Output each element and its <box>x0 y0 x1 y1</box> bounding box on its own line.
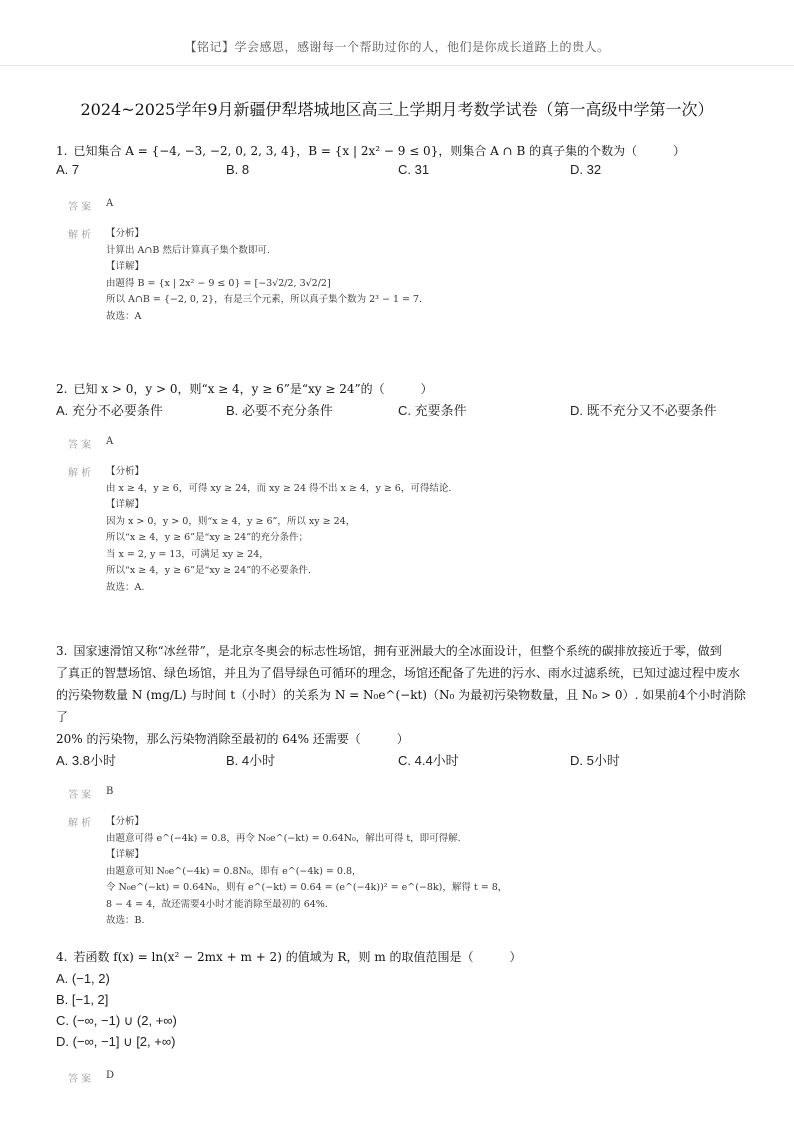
options-list <box>56 968 746 1052</box>
analysis-block <box>56 464 746 596</box>
option-c[interactable]: C. 31 <box>398 162 430 177</box>
option-b[interactable]: B. [−1, 2] <box>56 992 109 1007</box>
analysis-line: 故选：B. <box>106 915 145 926</box>
question-number: 3. <box>56 644 68 658</box>
option-c[interactable]: C. (−∞, −1) ∪ (2, +∞) <box>56 1013 177 1028</box>
analysis-line: 【分析】 <box>106 466 145 477</box>
answer-row <box>56 436 746 456</box>
answer-row <box>56 198 746 218</box>
question-3 <box>56 640 746 930</box>
answer-label: 答 案 <box>68 440 92 451</box>
analysis-label: 解 析 <box>68 468 92 479</box>
answer-value: A <box>106 198 114 209</box>
option-d[interactable]: D. 既不充分又不必要条件 <box>570 403 717 418</box>
analysis-line: 【分析】 <box>106 228 145 239</box>
question-text: 20% 的污染物，那么污染物消除至最初的 64% 还需要（ ） <box>56 732 409 746</box>
question-text: 已知 x > 0，y > 0，则“x ≥ 4，y ≥ 6”是“xy ≥ 24”的（ ） <box>73 382 433 396</box>
analysis-line: 故选：A. <box>106 581 145 593</box>
option-a[interactable]: A. 充分不必要条件 <box>56 403 163 418</box>
analysis-line: 【详解】 <box>106 849 145 860</box>
analysis-line: 由题意可得 e^(−4k) = 0.8，再令 N₀e^(−kt) = 0.64N₀，解出可得 t，即可得解. <box>106 832 461 844</box>
question-stem <box>56 640 746 750</box>
answer-label: 答 案 <box>68 202 92 213</box>
question-stem <box>56 140 746 162</box>
analysis-line: 【详解】 <box>106 499 145 510</box>
analysis-line: 【详解】 <box>106 261 145 272</box>
options-row <box>56 750 746 772</box>
answer-value: B <box>106 786 114 797</box>
analysis-line: 【分析】 <box>106 816 145 827</box>
analysis-line: 8 − 4 = 4，故还需要4小时才能消除至最初的 64%. <box>106 898 328 910</box>
options-row <box>56 400 746 422</box>
answer-row <box>56 786 746 806</box>
analysis-line: 所以 A∩B = {−2, 0, 2}，有是三个元素，所以真子集个数为 2³ − 1 = 7. <box>106 294 423 305</box>
answer-label: 答 案 <box>68 790 92 801</box>
option-d[interactable]: D. 32 <box>570 162 602 177</box>
analysis-block <box>56 226 746 325</box>
question-number: 1. <box>56 144 68 158</box>
option-a[interactable]: A. (−1, 2) <box>56 971 110 986</box>
analysis-line: 计算出 A∩B 然后计算真子集个数即可. <box>106 244 270 256</box>
option-d[interactable]: D. (−∞, −1] ∪ [2, +∞) <box>56 1034 176 1049</box>
question-1 <box>56 140 746 325</box>
option-c[interactable]: C. 4.4小时 <box>398 753 459 768</box>
question-text: 了真正的智慧场馆、绿色场馆，并且为了倡导绿色可循环的理念，场馆还配备了先进的污水、雨水过滤系统，已知过滤过程中废水 <box>56 666 741 680</box>
question-text: 的污染物数量 N (mg/L) 与时间 t（小时）的关系为 N = N₀e^(−kt)（N₀ 为最初污染物数量，且 N₀ > 0）. 如果前4个小时消除了 <box>56 688 746 724</box>
analysis-line: 由 x ≥ 4，y ≥ 6，可得 xy ≥ 24，而 xy ≥ 24 得不出 x ≥ 4，y ≥ 6，可得结论. <box>106 482 452 494</box>
question-2 <box>56 378 746 596</box>
exam-title: 2024~2025学年9月新疆伊犁塔城地区高三上学期月考数学试卷（第一高级中学第一次） <box>80 100 714 119</box>
option-b[interactable]: B. 8 <box>226 162 250 177</box>
analysis-line: 因为 x > 0，y > 0，则“x ≥ 4，y ≥ 6”，所以 xy ≥ 24， <box>106 515 356 527</box>
answer-value: D <box>106 1070 115 1081</box>
option-b[interactable]: B. 4小时 <box>226 753 276 768</box>
question-stem <box>56 378 746 400</box>
analysis-line: 所以“x ≥ 4，y ≥ 6”是“xy ≥ 24”的不必要条件. <box>106 565 312 576</box>
answer-value: A <box>106 436 114 447</box>
analysis-line: 由题意可知 N₀e^(−4k) = 0.8N₀，即有 e^(−4k) = 0.8， <box>106 865 362 877</box>
option-d[interactable]: D. 5小时 <box>570 753 620 768</box>
question-text: 若函数 f(x) = ln(x² − 2mx + m + 2) 的值域为 R，则 m 的取值范围是（ ） <box>73 950 522 964</box>
analysis-label: 解 析 <box>68 230 92 241</box>
option-a[interactable]: A. 7 <box>56 162 80 177</box>
analysis-line: 所以“x ≥ 4，y ≥ 6”是“xy ≥ 24”的充分条件； <box>106 532 309 543</box>
option-b[interactable]: B. 必要不充分条件 <box>226 403 333 418</box>
question-number: 2. <box>56 382 68 396</box>
question-text: 已知集合 A = {−4, −3, −2, 0, 2, 3, 4}，B = {x | 2x² − 9 ≤ 0}，则集合 A ∩ B 的真子集的个数为（ ） <box>73 144 686 158</box>
analysis-line: 故选：A <box>106 310 142 322</box>
answer-label: 答 案 <box>68 1074 92 1085</box>
analysis-line: 由题得 B = {x | 2x² − 9 ≤ 0} = [−3√2/2, 3√2/2] <box>106 277 331 289</box>
motto-text: 【铭记】学会感恩，感谢每一个帮助过你的人，他们是你成长道路上的贵人。 <box>184 40 610 54</box>
analysis-block <box>56 814 746 930</box>
question-number: 4. <box>56 950 68 964</box>
question-stem <box>56 946 746 968</box>
analysis-line: 令 N₀e^(−kt) = 0.64N₀，则有 e^(−kt) = 0.64 = (e^(−4k))² = e^(−8k)，解得 t = 8， <box>106 882 508 893</box>
question-4 <box>56 946 746 1090</box>
option-c[interactable]: C. 充要条件 <box>398 403 467 418</box>
answer-row <box>56 1070 746 1090</box>
options-row <box>56 162 746 184</box>
analysis-label: 解 析 <box>68 818 92 829</box>
option-a[interactable]: A. 3.8小时 <box>56 753 116 768</box>
analysis-line: 当 x = 2, y = 13，可满足 xy ≥ 24， <box>106 548 269 560</box>
page-header <box>0 0 794 66</box>
question-text: 国家速滑馆又称“冰丝带”，是北京冬奥会的标志性场馆，拥有亚洲最大的全冰面设计，但整个系统的碳排放接近于零，做到 <box>73 644 722 658</box>
